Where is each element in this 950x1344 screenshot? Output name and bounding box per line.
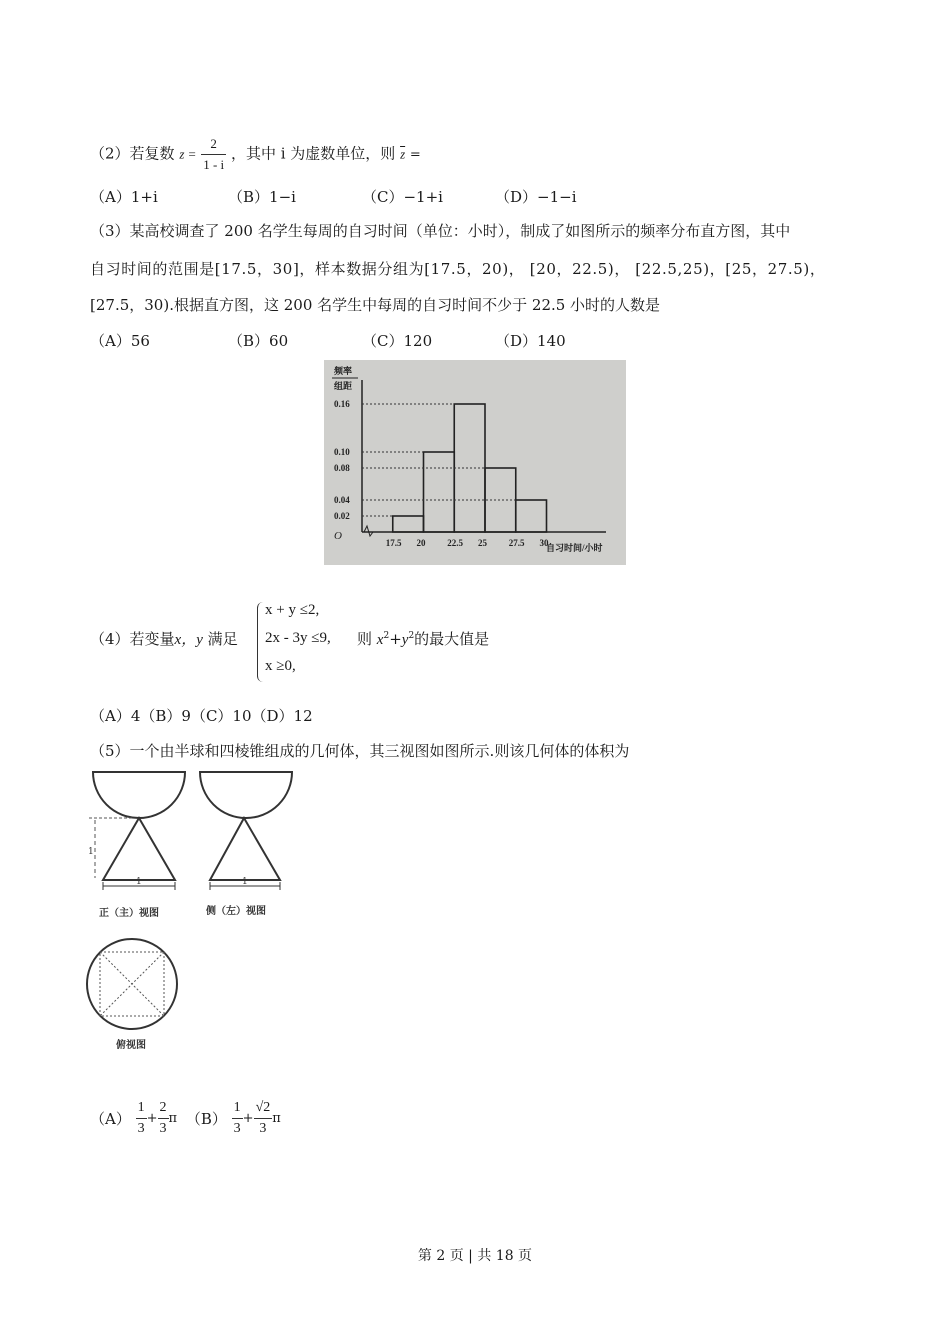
width-dimension-label: 1 xyxy=(136,877,142,887)
q4-expr-y: y xyxy=(401,632,409,648)
q2-prefix: （2）若复数 xyxy=(90,144,175,163)
top-view-label: 俯视图 xyxy=(116,1040,146,1051)
histogram-svg xyxy=(324,360,626,565)
y-tick-label: 0.16 xyxy=(334,399,350,409)
frac-den: 3 xyxy=(137,1121,145,1136)
q5-stem: （5）一个由半球和四棱锥组成的几何体，其三视图如图所示.则该几何体的体积为 xyxy=(90,742,630,760)
q4-constraint-2: 2x - 3y ≤9, xyxy=(265,630,331,646)
q2-option-c: （C）−1+i xyxy=(362,188,443,206)
x-tick-label: 20 xyxy=(416,538,426,548)
q2-z-eq: z = xyxy=(179,146,197,162)
frac-den: 3 xyxy=(259,1121,267,1136)
y-tick-label: 0.08 xyxy=(334,463,350,473)
q2-fraction xyxy=(201,134,226,175)
frac-num: 1 xyxy=(232,1098,243,1119)
x-axis-label: 自习时间/小时 xyxy=(546,543,603,553)
q4-mid: 满足 xyxy=(207,630,238,648)
frac-num: 1 xyxy=(136,1098,147,1119)
q4-plus: + xyxy=(389,630,402,648)
origin-label: O xyxy=(334,530,342,542)
histogram-bar xyxy=(424,452,455,532)
frac-den: 3 xyxy=(159,1121,167,1136)
q3-option-d: （D）140 xyxy=(495,332,566,350)
histogram-bar xyxy=(516,500,547,532)
q5-options xyxy=(90,1098,281,1139)
pyramid-side xyxy=(210,818,280,880)
q2-frac-num: 2 xyxy=(201,134,226,155)
q4-expr-x: x xyxy=(376,632,384,648)
page-footer: 第 2 页 | 共 18 页 xyxy=(417,1248,533,1264)
q3-line1: （3）某高校调查了 200 名学生每周的自习时间（单位：小时），制成了如图所示的频率分布直方图，其中 xyxy=(90,222,791,240)
y-tick-label: 0.10 xyxy=(334,447,350,457)
q4-sup-1: 2 xyxy=(383,631,390,641)
q5-option-b-frac2 xyxy=(254,1098,273,1139)
q4-sup-2: 2 xyxy=(408,631,415,641)
q5-option-a-frac1 xyxy=(136,1098,147,1139)
q3-option-c: （C）120 xyxy=(362,332,433,350)
q3-option-b: （B）60 xyxy=(228,332,289,350)
top-view-figure xyxy=(82,936,192,1056)
histogram-bar xyxy=(393,516,424,532)
q4-vars: x，y xyxy=(174,632,203,648)
hemisphere-side xyxy=(200,772,292,818)
q2-option-d: （D）−1−i xyxy=(495,188,577,206)
q4-brace xyxy=(257,602,264,682)
q5-option-a-frac2 xyxy=(158,1098,169,1139)
plus-sign: + xyxy=(146,1111,158,1126)
q3-line3: [27.5，30).根据直方图，这 200 名学生中每周的自习时间不少于 22.5 小时的人数是 xyxy=(90,296,661,314)
side-width-dimension-label: 1 xyxy=(242,877,248,887)
pi-symbol: π xyxy=(272,1111,281,1126)
axis-break-mark xyxy=(364,526,373,536)
x-tick-label: 22.5 xyxy=(447,538,463,548)
q2-frac-den: 1 - i xyxy=(203,157,225,172)
x-tick-label: 30 xyxy=(539,538,549,548)
pi-symbol: π xyxy=(168,1111,178,1126)
q2-suffix: ，其中 i 为虚数单位，则 xyxy=(230,144,396,163)
frac-num: √2 xyxy=(254,1098,273,1119)
q4-constraint-system xyxy=(257,600,357,684)
histogram-figure xyxy=(324,360,626,565)
q3-line2: 自习时间的范围是[17.5，30]，样本数据分组为[17.5，20)， [20，22.5)， [22.5,25)，[25，27.5)， xyxy=(90,260,826,278)
q4-options: （A）4（B）9（C）10（D）12 xyxy=(90,707,313,725)
q3-option-a: （A）56 xyxy=(90,332,150,350)
q4-prefix: （4）若变量 xyxy=(90,630,175,648)
q2-eq: = xyxy=(409,147,421,163)
front-view-label: 正（主）视图 xyxy=(99,908,159,919)
height-dimension-label: 1 xyxy=(88,847,94,857)
side-view-figure xyxy=(196,768,306,923)
pyramid-front xyxy=(103,818,175,880)
x-tick-label: 27.5 xyxy=(508,538,525,548)
q4-suffix-pre: 则 xyxy=(357,630,377,648)
q5-option-a-label: （A） xyxy=(90,1110,131,1128)
frac-den: 3 xyxy=(233,1121,241,1136)
x-tick-label: 25 xyxy=(478,538,487,548)
q4-constraint-3: x ≥0, xyxy=(265,658,296,674)
q4-constraint-1: x + y ≤2, xyxy=(265,602,320,618)
plus-sign: + xyxy=(242,1111,254,1126)
frac-num: 2 xyxy=(158,1098,169,1119)
q2-zbar: $\overline{z}$ xyxy=(400,146,406,162)
q4-question-tail xyxy=(357,628,489,649)
x-tick-label: 17.5 xyxy=(385,538,402,548)
q4-stem xyxy=(90,628,238,649)
y-axis-label-bottom: 组距 xyxy=(334,381,353,391)
q5-option-b-label: （B） xyxy=(185,1110,227,1128)
front-view-figure xyxy=(85,768,195,923)
y-tick-label: 0.02 xyxy=(334,511,350,521)
q2-option-b: （B）1−i xyxy=(228,188,296,206)
y-tick-label: 0.04 xyxy=(334,495,350,505)
hemisphere-front xyxy=(93,772,185,818)
q2-option-a: （A）1+i xyxy=(90,188,158,206)
side-view-label: 侧（左）视图 xyxy=(206,906,266,917)
y-axis-label-top: 频率 xyxy=(334,366,353,376)
q5-option-b-frac1 xyxy=(232,1098,243,1139)
q2-stem xyxy=(90,134,421,175)
q4-suffix: 的最大值是 xyxy=(414,630,490,648)
